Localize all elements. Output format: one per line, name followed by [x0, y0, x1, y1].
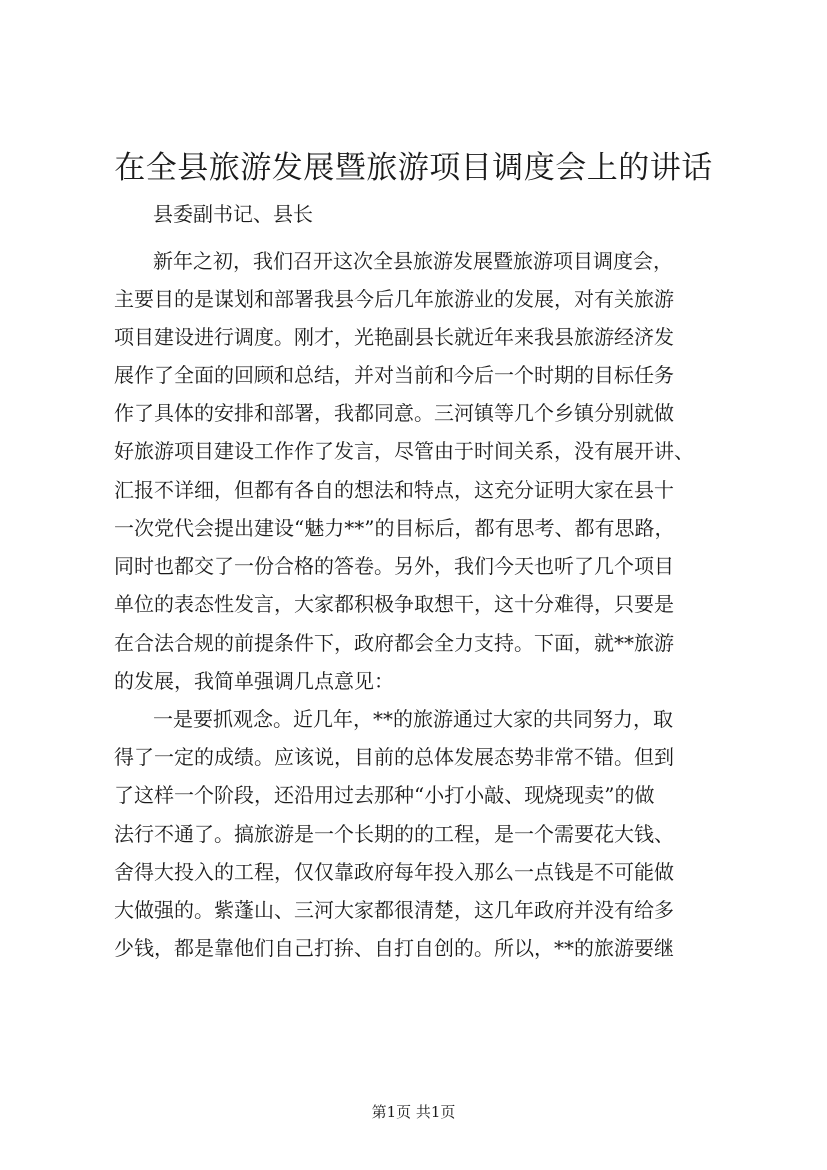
body-line: 大做强的。紫蓬山、三河大家都很清楚，这几年政府并没有给多 — [114, 898, 674, 922]
body-line: 了这样一个阶段，还沿用过去那种“小打小敲、现烧现卖”的做 — [114, 783, 655, 807]
body-line: 一是要抓观念。近几年，**的旅游通过大家的共同努力，取 — [153, 707, 673, 731]
body-line: 好旅游项目建设工作作了发言，尽管由于时间关系，没有展开讲、 — [114, 439, 694, 463]
body-line: 展作了全面的回顾和总结，并对当前和今后一个时期的目标任务 — [114, 363, 674, 387]
page-number: 第1页 共1页 — [371, 1103, 456, 1121]
body-line: 作了具体的安排和部署，我都同意。三河镇等几个乡镇分别就做 — [114, 401, 674, 425]
body-line: 汇报不详细，但都有各自的想法和特点，这充分证明大家在县十 — [114, 478, 674, 502]
body-line: 法行不通了。搞旅游是一个长期的的工程，是一个需要花大钱、 — [114, 822, 674, 846]
body-line: 舍得大投入的工程，仅仅靠政府每年投入那么一点钱是不可能做 — [114, 860, 674, 884]
body-line: 主要目的是谋划和部署我县今后几年旅游业的发展，对有关旅游 — [114, 287, 674, 311]
body-line: 一次党代会提出建设“魅力**”的目标后，都有思考、都有思路， — [114, 516, 675, 540]
document-title: 在全县旅游发展暨旅游项目调度会上的讲话 — [114, 150, 713, 186]
body-line: 单位的表态性发言，大家都积极争取想干，这十分难得，只要是 — [114, 592, 674, 616]
body-line: 少钱，都是靠他们自己打拚、自打自创的。所以，**的旅游要继 — [114, 936, 674, 960]
body-line: 新年之初，我们召开这次全县旅游发展暨旅游项目调度会， — [153, 249, 673, 273]
body-line: 的发展，我简单强调几点意见： — [114, 669, 394, 693]
author-line: 县委副书记、县长 — [153, 202, 313, 226]
body-line: 得了一定的成绩。应该说，目前的总体发展态势非常不错。但到 — [114, 745, 674, 769]
body-line: 在合法合规的前提条件下，政府都会全力支持。下面，就**旅游 — [114, 631, 674, 655]
body-line: 项目建设进行调度。刚才，光艳副县长就近年来我县旅游经济发 — [114, 325, 674, 349]
body-line: 同时也都交了一份合格的答卷。另外，我们今天也听了几个项目 — [114, 554, 674, 578]
